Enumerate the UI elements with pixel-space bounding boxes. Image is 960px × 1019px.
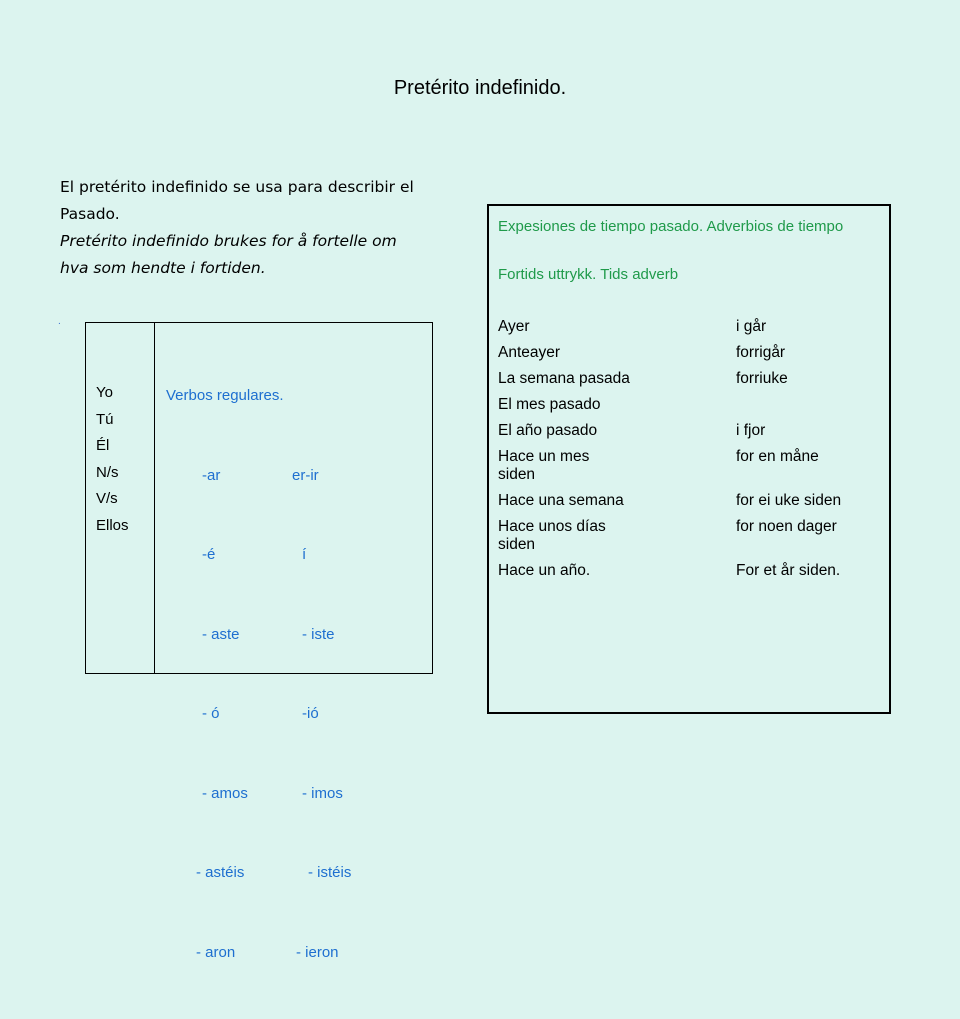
norwegian-expression: i fjor: [736, 422, 766, 439]
ending-ar: - aron: [196, 943, 236, 961]
intro-line-2: Pasado.: [60, 205, 120, 223]
spanish-expression: Hace unos días: [498, 518, 606, 535]
norwegian-continuation: siden: [498, 466, 536, 483]
list-item: [498, 318, 883, 336]
ending-erir: - istéis: [308, 864, 352, 881]
norwegian-continuation: siden: [498, 536, 536, 553]
ending-ar: -ar: [202, 466, 221, 484]
spanish-expression: Anteayer: [498, 344, 561, 361]
expressions-list: [498, 318, 883, 588]
conjugation-table: [85, 322, 433, 961]
page-title: Pretérito indefinido.: [393, 77, 567, 99]
ending-row: [166, 622, 351, 649]
list-item: [498, 492, 883, 510]
spanish-expression: La semana pasada: [498, 370, 630, 387]
verb-endings-column: [166, 330, 351, 1019]
ending-row: [166, 860, 351, 887]
norwegian-expression: forriuke: [736, 370, 788, 387]
ending-erir: í: [302, 546, 307, 563]
spanish-expression: El mes pasado: [498, 396, 601, 413]
intro-line-1: El pretérito indefinido se usa para describir el: [60, 178, 414, 196]
spanish-expression: Ayer: [498, 318, 530, 335]
ending-row: [166, 542, 351, 569]
list-item: [498, 518, 883, 554]
list-item: [498, 370, 883, 388]
ending-erir: er-ir: [292, 466, 319, 484]
ending-ar: - aste: [202, 625, 240, 643]
spanish-expression: Hace una semana: [498, 492, 624, 509]
list-item: [498, 396, 883, 414]
pronoun: Él: [96, 437, 110, 454]
pronoun: Yo: [96, 384, 113, 401]
norwegian-expression: forrigår: [736, 344, 786, 361]
ending-ar: - ó: [202, 705, 220, 722]
verbs-header: Verbos regulares.: [166, 387, 284, 404]
expressions-subheading: Fortids uttrykk. Tids adverb: [498, 266, 679, 283]
ending-erir: - imos: [302, 784, 343, 802]
intro-line-3: Pretérito indefinido brukes for å fortelle om: [60, 232, 397, 250]
ending-row: [166, 781, 351, 808]
ending-ar: -é: [202, 546, 216, 563]
pronoun: V/s: [96, 490, 118, 507]
list-item: [498, 422, 883, 440]
expressions-box: [487, 204, 891, 714]
ending-erir: - ieron: [296, 943, 339, 961]
ending-ar: - astéis: [196, 864, 245, 881]
spanish-expression: Hace un año.: [498, 562, 591, 579]
spanish-expression: Hace un mes: [498, 448, 590, 465]
pronoun: N/s: [96, 463, 119, 481]
endings-header: [166, 463, 351, 490]
list-item: [498, 448, 883, 484]
ending-row: [166, 940, 351, 967]
bullet-dot: .: [58, 316, 61, 327]
norwegian-expression: For et år siden.: [736, 562, 841, 579]
norwegian-expression: for en måne: [736, 448, 819, 465]
list-item: [498, 562, 883, 580]
ending-row: [166, 701, 351, 728]
pronoun: Ellos: [96, 516, 129, 534]
intro-text: [60, 174, 480, 282]
intro-line-4: hva som hendte i fortiden.: [60, 259, 266, 277]
ending-ar: - amos: [202, 784, 248, 802]
pronoun-column: [96, 380, 129, 539]
list-item: [498, 344, 883, 362]
norwegian-expression: i går: [736, 318, 767, 335]
expressions-heading: Expesiones de tiempo pasado. Adverbios de tiempo: [498, 218, 844, 235]
norwegian-expression: for noen dager: [736, 518, 837, 535]
ending-erir: - iste: [302, 625, 335, 643]
table-divider: [154, 323, 155, 673]
pronoun: Tú: [96, 410, 114, 428]
ending-erir: -ió: [302, 705, 319, 722]
norwegian-expression: for ei uke siden: [736, 492, 842, 509]
spanish-expression: El año pasado: [498, 422, 598, 439]
